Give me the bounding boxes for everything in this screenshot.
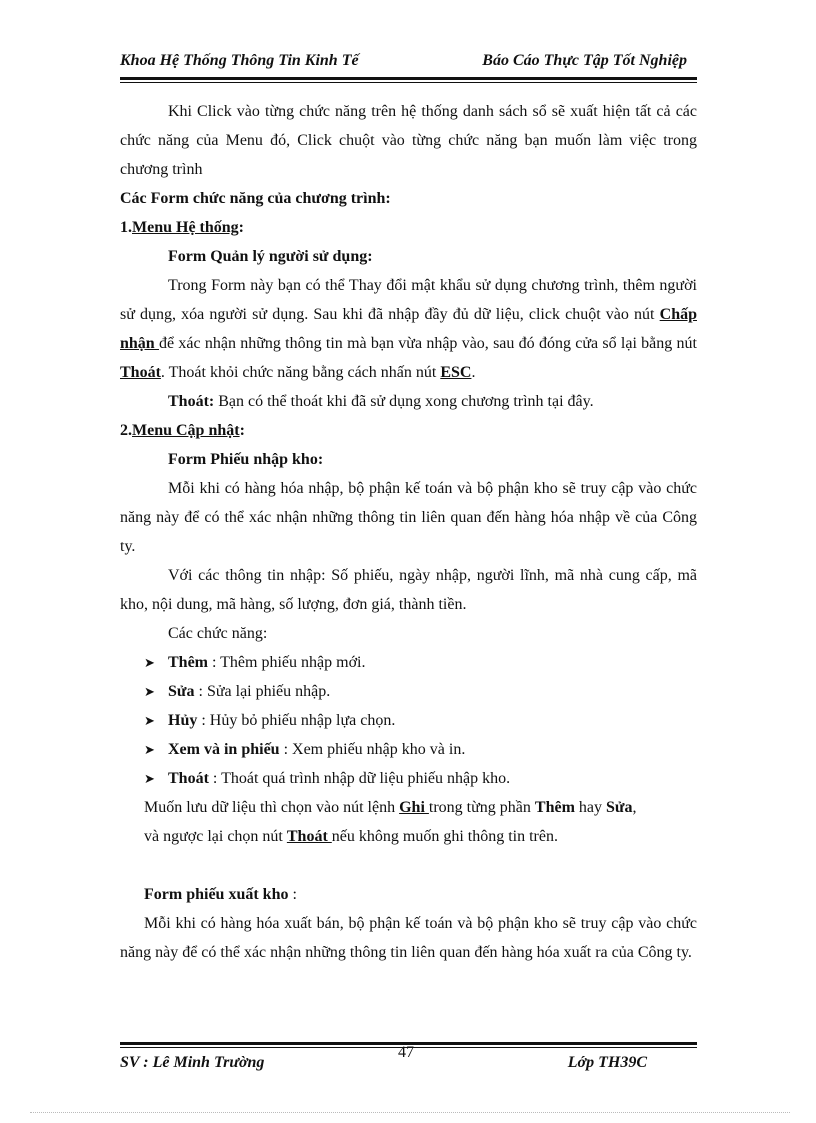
section-2-colon: : (239, 422, 245, 439)
functions-list (120, 648, 697, 793)
export-form-title: Form phiếu xuất kho (144, 886, 289, 903)
receipt-form-title: Form Phiếu nhập kho: (168, 451, 324, 468)
user-mgmt-text-a: Trong Form này bạn có thể Thay đổi mật khẩu sử dụng chương trình, thêm người sử dụng, xóa người sử dụng. Sau khi đã nhập đầy đủ dữ liệu, click chuột vào nút (120, 277, 697, 323)
intro-paragraph: Khi Click vào từng chức năng trên hệ thống danh sách sổ sẽ xuất hiện tất cả các chức năng của Menu đó, Click chuột vào từng chức năng bạn muốn làm việc trong chương trình (120, 103, 697, 178)
accept-button-label: Chấp nhận (120, 306, 697, 352)
export-form-colon: : (288, 886, 297, 903)
section-1-heading (120, 213, 697, 242)
page-body (120, 97, 697, 967)
save-text-d: , (632, 799, 637, 816)
bullet-desc: : Thoát quá trình nhập dữ liệu phiếu nhập kho. (208, 770, 511, 787)
exit-button-label: Thoát (120, 364, 161, 381)
section-2-heading (120, 416, 697, 445)
exit-description: Bạn có thể thoát khi đã sử dụng xong chương trình tại đây. (214, 393, 594, 410)
bullet-term: Thêm (168, 654, 208, 671)
user-management-form-title: Form Quản lý người sử dụng: (168, 248, 373, 265)
save-text-a: Muốn lưu dữ liệu thì chọn vào nút lệnh (144, 799, 400, 816)
export-form-heading (120, 880, 697, 909)
save-text-f: nếu không muốn ghi thông tin trên. (331, 828, 558, 845)
save-thoat-label: Thoát (286, 828, 332, 845)
header-report-title: Báo Cáo Thực Tập Tốt Nghiệp (482, 52, 687, 69)
bullet-desc: : Hủy bỏ phiếu nhập lựa chọn. (197, 712, 396, 729)
receipt-paragraph-2: Với các thông tin nhập: Số phiếu, ngày nhập, người lĩnh, mã nhà cung cấp, mã kho, nội dung, mã hàng, số lượng, đơn giá, thành tiền. (120, 567, 697, 613)
esc-key-label: ESC (440, 364, 472, 381)
user-mgmt-text-d: . (471, 364, 476, 381)
header-rule-thin (120, 82, 697, 83)
save-instructions (120, 793, 697, 822)
save-them-label: Thêm (534, 799, 575, 816)
list-item (144, 706, 697, 735)
page-number: 47 (398, 1044, 414, 1061)
bullet-term: Hủy (168, 712, 198, 729)
arrow-bullet-icon: ➤ (144, 655, 155, 670)
list-item (144, 735, 697, 764)
page-footer (120, 1044, 697, 1076)
user-mgmt-text-b: để xác nhận những thông tin mà bạn vừa nhập vào, sau đó đóng cửa sổ lại bằng nút (158, 335, 697, 352)
forms-heading: Các Form chức năng của chương trình: (120, 190, 391, 207)
bullet-desc: : Xem phiếu nhập kho và in. (279, 741, 466, 758)
exit-paragraph (120, 387, 697, 416)
bullet-desc: : Thêm phiếu nhập mới. (208, 654, 366, 671)
footer-student: SV : Lê Minh Trường (120, 1054, 265, 1071)
save-text-c: hay (574, 799, 606, 816)
arrow-bullet-icon: ➤ (144, 713, 155, 728)
bullet-term: Xem và in phiếu (168, 741, 280, 758)
bullet-desc: : Sửa lại phiếu nhập. (194, 683, 331, 700)
page-header (120, 50, 697, 76)
arrow-bullet-icon: ➤ (144, 771, 155, 786)
save-instructions-2 (120, 822, 697, 851)
footer-class: Lớp TH39C (567, 1054, 647, 1071)
save-sua-label: Sửa (606, 799, 633, 816)
header-rule-thick (120, 77, 697, 80)
save-ghi-label: Ghi (399, 799, 429, 816)
section-2-number: 2. (120, 422, 132, 439)
list-item (144, 764, 697, 793)
header-faculty: Khoa Hệ Thống Thông Tin Kinh Tế (120, 52, 359, 69)
save-text-e: và ngược lại chọn nút (144, 828, 287, 845)
user-mgmt-text-c: . Thoát khỏi chức năng bằng cách nhấn nút (160, 364, 441, 381)
section-1-colon: : (238, 219, 244, 236)
section-2-title: Menu Cập nhật (132, 422, 240, 439)
receipt-paragraph-1: Mỗi khi có hàng hóa nhập, bộ phận kế toán và bộ phận kho sẽ truy cập vào chức năng này để có thể xác nhận những thông tin liên quan đến hàng hóa nhập về của Công ty. (120, 480, 697, 555)
section-1-title: Menu Hệ thống (132, 219, 239, 236)
user-management-paragraph (120, 271, 697, 387)
list-item (144, 677, 697, 706)
section-1-number: 1. (120, 219, 132, 236)
arrow-bullet-icon: ➤ (144, 684, 155, 699)
page-edge-divider (30, 1112, 790, 1113)
exit-term: Thoát: (168, 393, 215, 410)
bullet-term: Thoát (168, 770, 209, 787)
arrow-bullet-icon: ➤ (144, 742, 155, 757)
paragraph-spacer (120, 851, 697, 880)
bullet-term: Sửa (168, 683, 195, 700)
list-item (144, 648, 697, 677)
functions-label: Các chức năng: (168, 625, 268, 642)
save-text-b: trong từng phần (428, 799, 535, 816)
export-paragraph: Mỗi khi có hàng hóa xuất bán, bộ phận kế toán và bộ phận kho sẽ truy cập vào chức năng này để có thể xác nhận những thông tin liên quan đến hàng hóa xuất ra của Công ty. (120, 915, 697, 961)
